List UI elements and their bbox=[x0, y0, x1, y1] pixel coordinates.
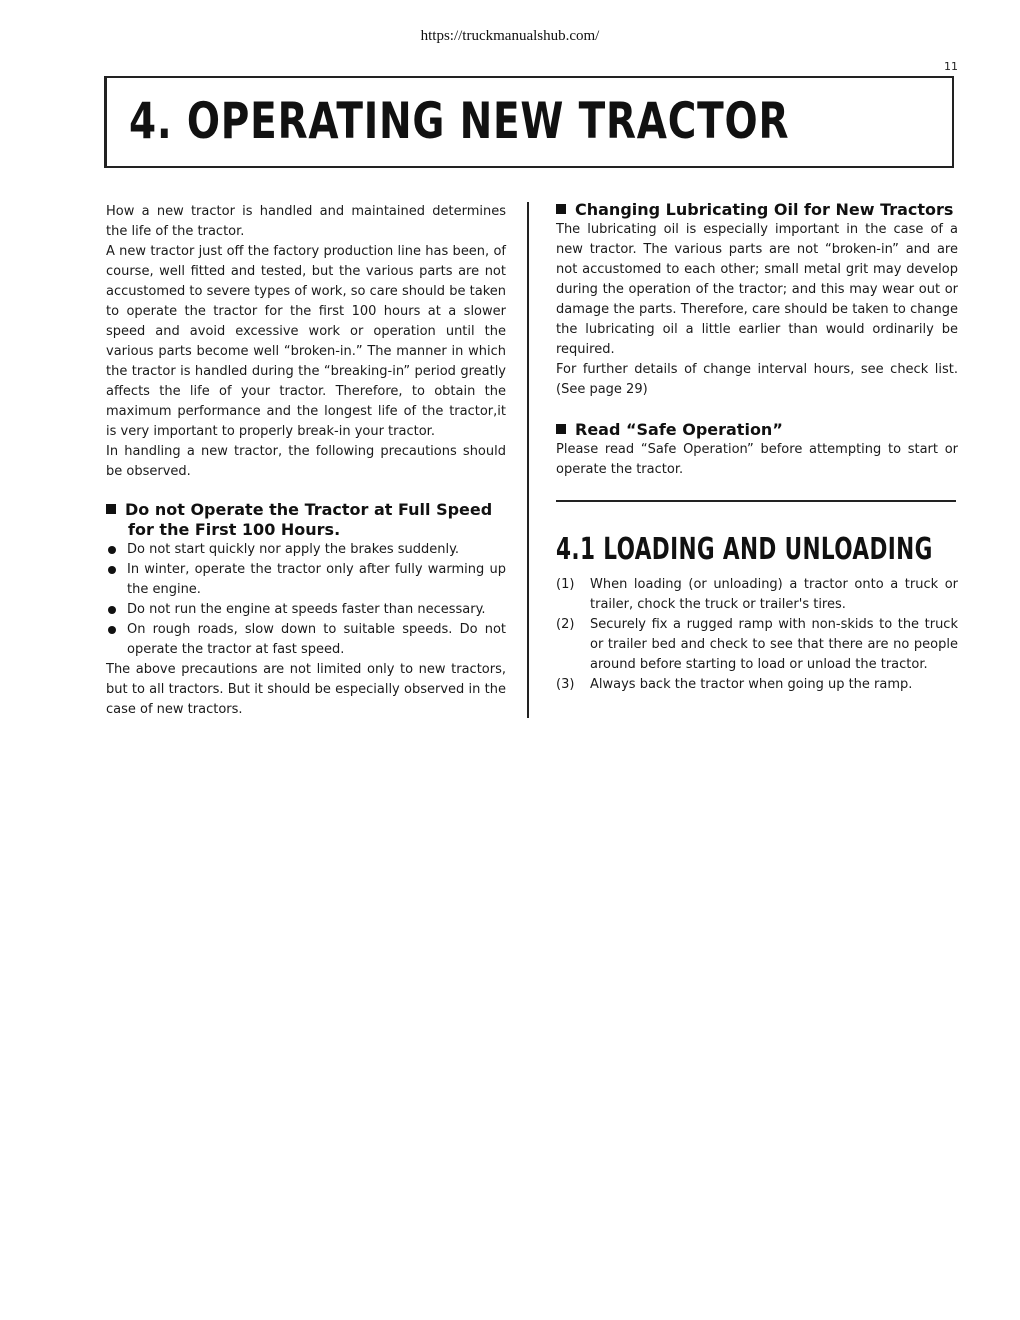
source-url: https://truckmanualshub.com/ bbox=[420, 28, 600, 44]
oil-heading-text: Changing Lubricating Oil for New Tractors bbox=[575, 200, 954, 219]
square-bullet-icon bbox=[556, 424, 566, 434]
list-item bbox=[556, 675, 958, 695]
list-item bbox=[106, 540, 506, 560]
bullet-dot-icon bbox=[108, 566, 116, 574]
list-item-text: In winter, operate the tractor only after fully warming up the engine. bbox=[127, 562, 506, 597]
square-bullet-icon bbox=[106, 504, 116, 514]
safe-operation-heading-text: Read “Safe Operation” bbox=[575, 420, 783, 439]
step-text: Always back the tractor when going up the ramp. bbox=[590, 677, 913, 692]
intro-paragraph-2: A new tractor just off the factory production line has been, of course, well fitted and tested, but the various parts are not accustomed to severe types of work, so care should be taken to operate the tractor for the first 100 hours at a slower speed and avoid excessive work or operation until the various parts become well “broken-in.” The manner in which the tractor is handled during the “breaking-in” period greatly affects the life of your tractor. Therefore, to obtain the maximum performance and the longest life of the tractor,it is very important to properly break-in your tractor. bbox=[106, 244, 506, 439]
section-title: 4.1 LOADING AND UNLOADING bbox=[556, 532, 933, 567]
bullet-dot-icon bbox=[108, 546, 116, 554]
intro-paragraph-1: How a new tractor is handled and maintained determines the life of the tractor. bbox=[106, 204, 506, 239]
step-number: (3) bbox=[556, 677, 575, 692]
list-item bbox=[106, 620, 506, 660]
safe-operation-paragraph: Please read “Safe Operation” before attempting to start or operate the tractor. bbox=[556, 442, 958, 477]
full-speed-heading bbox=[106, 500, 506, 540]
step-number: (1) bbox=[556, 577, 575, 592]
list-item-text: On rough roads, slow down to suitable speeds. Do not operate the tractor at fast speed. bbox=[127, 622, 506, 657]
list-item-text: Do not start quickly nor apply the brakes suddenly. bbox=[127, 542, 460, 557]
page-number: 11 bbox=[944, 60, 958, 73]
section-rule bbox=[556, 500, 956, 502]
precautions-list bbox=[106, 540, 506, 660]
list-item bbox=[106, 600, 506, 620]
square-bullet-icon bbox=[556, 204, 566, 214]
intro-paragraph-3: In handling a new tractor, the following precautions should be observed. bbox=[106, 444, 506, 479]
chapter-title-box bbox=[104, 76, 954, 168]
oil-heading bbox=[556, 200, 958, 220]
column-divider bbox=[527, 202, 529, 718]
full-speed-heading-text: Do not Operate the Tractor at Full Speed for the First 100 Hours. bbox=[125, 500, 493, 539]
chapter-title: 4. OPERATING NEW TRACTOR bbox=[129, 92, 790, 150]
left-column bbox=[106, 200, 506, 720]
list-item bbox=[106, 560, 506, 600]
oil-paragraph: The lubricating oil is especially important in the case of a new tractor. The various parts are not “broken-in” and are not accustomed to each other; small metal grit may develop during the operation of the tractor; and this may wear out or damage the parts. Therefore, care should be taken to change the lubricating oil a little earlier than would ordinarily be required. bbox=[556, 222, 958, 357]
list-item bbox=[556, 615, 958, 675]
list-item-text: Do not run the engine at speeds faster than necessary. bbox=[127, 602, 486, 617]
step-text: Securely fix a rugged ramp with non-skids to the truck or trailer bed and check to see that there are no people around before starting to load or unload the tractor. bbox=[590, 617, 958, 672]
oil-paragraph-2: For further details of change interval hours, see check list.(See page 29) bbox=[556, 362, 958, 397]
bullet-dot-icon bbox=[108, 606, 116, 614]
right-column bbox=[556, 200, 958, 695]
step-text: When loading (or unloading) a tractor onto a truck or trailer, chock the truck or trailer's tires. bbox=[590, 577, 958, 612]
bullet-dot-icon bbox=[108, 626, 116, 634]
safe-operation-heading bbox=[556, 420, 958, 440]
step-number: (2) bbox=[556, 617, 575, 632]
list-item bbox=[556, 575, 958, 615]
loading-steps bbox=[556, 575, 958, 695]
closing-paragraph: The above precautions are not limited only to new tractors, but to all tractors. But it should be especially observed in the case of new tractors. bbox=[106, 662, 506, 717]
